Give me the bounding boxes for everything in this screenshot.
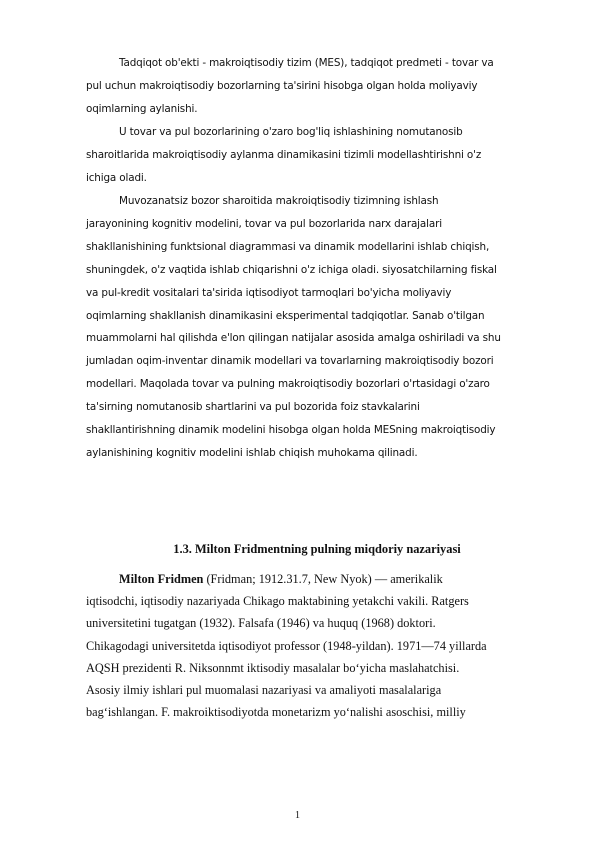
section-heading: 1.3. Milton Fridmentning pulning miqdoriy nazariyasi (173, 542, 461, 556)
paragraph-disequilibrium (86, 190, 548, 465)
paragraph-research-object (86, 52, 548, 121)
page-number: 1 (295, 810, 300, 821)
text-line: pul uchun makroiqtisodiy bozorlarning ta'sirini hisobga olgan holda moliyaviy (86, 79, 478, 92)
text-line: Muvozanatsiz bozor sharoitida makroiqtisodiy tizimning ishlash (119, 195, 439, 207)
text-line: oqimlarning shakllanish dinamikasini eksperimental tadqiqotlar. Sanab o'tilgan (86, 309, 485, 322)
text-line: aylanishining kognitiv modelini ishlab chiqish muhokama qilinadi. (86, 446, 418, 459)
text-line: Tadqiqot ob'ekti - makroiqtisodiy tizim (MES), tadqiqot predmeti - tovar va (119, 57, 494, 69)
text-line: bagʻishlangan. F. makroiktisodiyotda monetarizm yoʻnalishi asoschisi, milliy (86, 705, 466, 720)
bio-first-line-text: (Fridman; 1912.31.7, New Nyok) — amerikalik (203, 572, 443, 586)
text-line: Asosiy ilmiy ishlari pul muomalasi nazariyasi va amaliyoti masalalariga (86, 683, 442, 698)
text-line: va pul-kredit vositalari ta'sirida iqtisodiyot tarmoqlari bo'yicha moliyaviy (86, 286, 452, 299)
text-line: jarayonining kognitiv modelini, tovar va pul bozorlarida narx darajalari (86, 217, 442, 230)
text-line: oqimlarning aylanishi. (86, 102, 198, 115)
person-name: Milton Fridmen (119, 572, 204, 586)
text-line: ta'sirning nomutanosib shartlarini va pul bozorida foiz stavkalarini (86, 401, 420, 414)
text-line: muammolarni hal qilishda e'lon qilingan natijalar asosida amalga oshiriladi va shu (86, 332, 501, 345)
text-line: shuningdek, o'z vaqtida ishlab chiqarishni o'z ichiga oladi. siyosatchilarning fiskal (86, 263, 497, 276)
text-line: Chikagodagi universitetda iqtisodiyot professor (1948-yildan). 1971—74 yillarda (86, 638, 487, 653)
text-line: shakllantirishning dinamik modelini hisobga olgan holda MESning makroiqtisodiy (86, 424, 496, 437)
text-line (86, 568, 548, 590)
text-line: modellari. Maqolada tovar va pulning makroiqtisodiy bozorlari o'rtasidagi o'zaro (86, 378, 490, 391)
text-line: shakllanishining funktsional diagrammasi va dinamik modellarini ishlab chiqish, (86, 240, 490, 253)
text-line: U tovar va pul bozorlarining o'zaro bog'liq ishlashining nomutanosib (119, 126, 463, 138)
text-line: sharoitlarida makroiqtisodiy aylanma dinamikasini tizimli modellashtirishni o'z (86, 148, 482, 161)
text-line: jumladan oqim-inventar dinamik modellari va tovarlarning makroiqtisodiy bozori (86, 355, 494, 368)
text-line: AQSH prezidenti R. Niksonnmt iktisodiy masalalar boʻyicha maslahatchisi. (86, 660, 460, 675)
text-line: iqtisodchi, iqtisodiy nazariyada Chikago maktabining yetakchi vakili. Ratgers (86, 594, 469, 609)
text-line: universitetini tugatgan (1932). Falsafa (1946) va huquq (1968) doktori. (86, 616, 436, 631)
text-line: ichiga oladi. (86, 171, 147, 184)
paragraph-friedman-bio (86, 568, 548, 723)
paragraph-modeling (86, 121, 548, 190)
